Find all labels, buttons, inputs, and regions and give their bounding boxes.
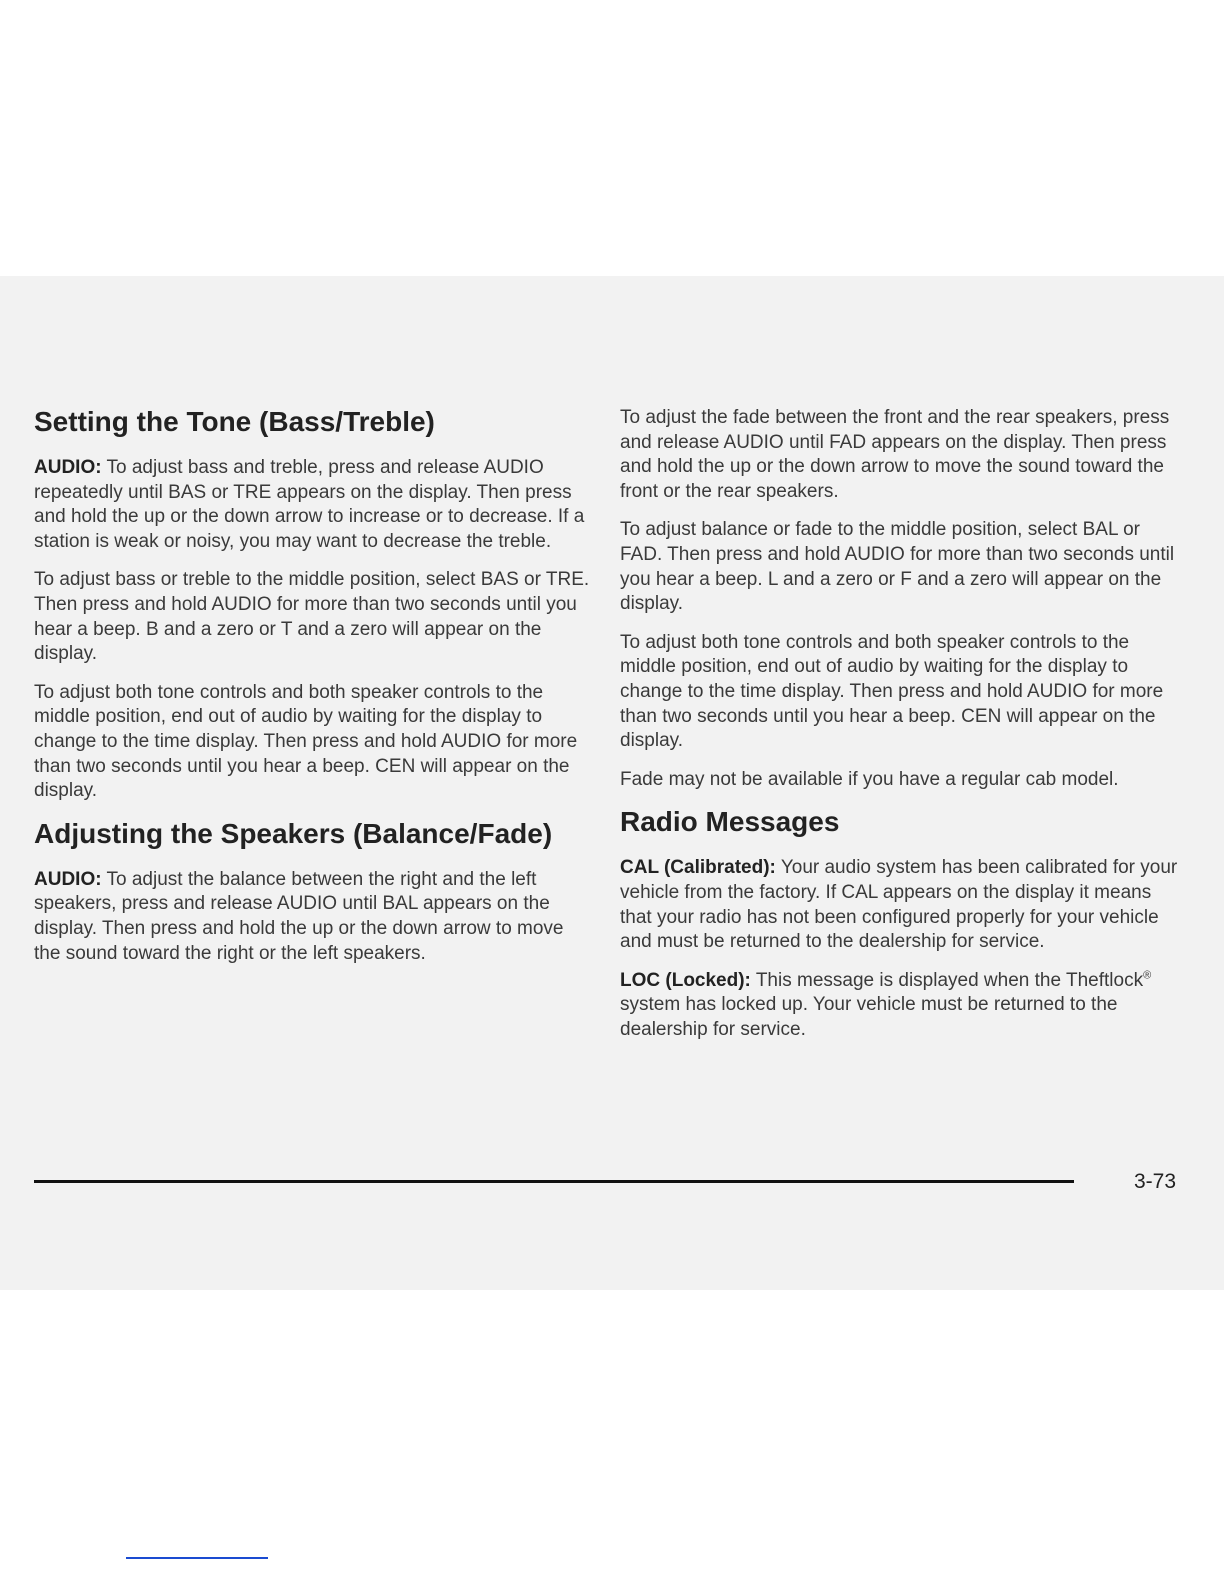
cal-text: Your audio system has been calibrated for your vehicle from the factory. If CAL appears on the display it means that your radio has not been configured properly for your vehicle and must be returned to the dealership for service. <box>620 857 1178 953</box>
fade-paragraph-2: To adjust balance or fade to the middle position, select BAL or FAD. Then press and hold AUDIO for more than two seconds until you hear a beep. L and a zero or F and a zero will appear on the display. <box>620 519 1175 615</box>
right-column <box>620 406 1180 1056</box>
cal-message <box>620 856 1180 954</box>
loc-term: LOC (Locked): <box>620 969 751 991</box>
fade-paragraph-4: Fade may not be available if you have a regular cab model. <box>620 768 1119 790</box>
tone-audio-term: AUDIO: <box>34 457 102 478</box>
tone-heading: Setting the Tone (Bass/Treble) <box>34 406 435 437</box>
loc-text-a: This message is displayed when the Theftlock <box>750 969 1144 991</box>
fade-paragraph-1: To adjust the fade between the front and the rear speakers, press and release AUDIO until FAD appears on the display. Then press and hold the up or the down arrow to move the sound toward the front or the rear speakers. <box>620 407 1170 502</box>
registered-mark: ® <box>1143 969 1152 982</box>
speakers-audio-text: To adjust the balance between the right and the left speakers, press and release AUDIO until BAL appears on the display. Then press and hold the up or the down arrow to move the sound toward the right or the left speakers. <box>34 868 564 964</box>
speakers-heading: Adjusting the Speakers (Balance/Fade) <box>34 817 553 849</box>
tone-audio-text: To adjust bass and treble, press and release AUDIO repeatedly until BAS or TRE appears on the display. Then press and hold the up or the down arrow to increase or to decrease. If a station is weak or noisy, you may want to decrease the treble. <box>34 457 585 552</box>
radio-messages-heading: Radio Messages <box>620 806 840 838</box>
tone-paragraph-3: To adjust both tone controls and both speaker controls to the middle position, end out of audio by waiting for the display to change to the time display. Then press and hold AUDIO for more than two seconds until you hear a beep. CEN will appear on the display. <box>34 681 578 802</box>
cal-term: CAL (Calibrated): <box>620 857 776 879</box>
tone-paragraph-1 <box>34 456 590 554</box>
loc-text-b: system has locked up. Your vehicle must be returned to the dealership for service. <box>620 994 1118 1040</box>
speakers-paragraph-1 <box>34 868 590 966</box>
fade-paragraph-3: To adjust both tone controls and both speaker controls to the middle position, end out of audio by waiting for the display to change to the time display. Then press and hold AUDIO for more than two seconds until you hear a beep. CEN will appear on the display. <box>620 631 1164 752</box>
loc-message <box>620 969 1180 1043</box>
footer-rule <box>34 1180 1074 1183</box>
page-number: 3-73 <box>1133 1170 1176 1193</box>
left-column <box>34 406 590 980</box>
tone-paragraph-2: To adjust bass or treble to the middle position, select BAS or TRE. Then press and hold AUDIO for more than two seconds until you hear a beep. B and a zero or T and a zero will appear on the display. <box>34 569 590 665</box>
speakers-audio-term: AUDIO: <box>34 868 102 890</box>
footer-link-underline[interactable] <box>126 1557 268 1559</box>
